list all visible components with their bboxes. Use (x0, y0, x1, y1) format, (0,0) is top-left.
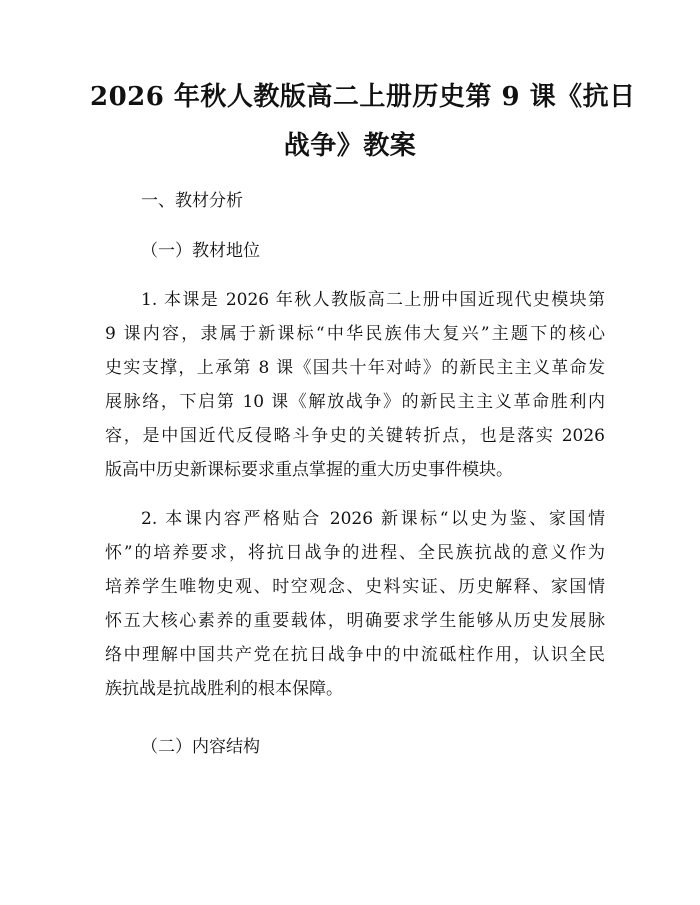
paragraph-2-line: 怀五大核心素养的重要载体，明确要求学生能够从历史发展脉 (105, 611, 605, 631)
paragraph-1 (105, 283, 605, 487)
paragraph-2-line: 怀”的培养要求，将抗日战争的进程、全民族抗战的意义作为 (105, 543, 605, 563)
paragraph-1-line: 容，是中国近代反侵略斗争史的关键转折点，也是落实 2026 (105, 426, 605, 446)
subsection-heading-textbook-status: （一）教材地位 (141, 241, 260, 261)
paragraph-2-line: 培养学生唯物史观、时空观念、史料实证、历史解释、家国情 (105, 577, 605, 597)
subsection-heading-content-structure: （二）内容结构 (141, 737, 260, 757)
document-title-line-1: 2026 年秋人教版高二上册历史第 9 课《抗日 (90, 82, 636, 112)
paragraph-2 (105, 502, 605, 706)
paragraph-1-line: 史实支撑，上承第 8 课《国共十年对峙》的新民主主义革命发 (105, 358, 605, 378)
paragraph-1-line: 1. 本课是 2026 年秋人教版高二上册中国近现代史模块第 (141, 290, 605, 310)
paragraph-2-line: 络中理解中国共产党在抗日战争中的中流砥柱作用，认识全民 (105, 645, 605, 665)
paragraph-1-line: 版高中历史新课标要求重点掌握的重大历史事件模块。 (105, 460, 513, 480)
document-title-line-2: 战争》教案 (283, 131, 417, 161)
paragraph-1-line: 展脉络，下启第 10 课《解放战争》的新民主主义革命胜利内 (105, 392, 605, 412)
paragraph-2-line: 族抗战是抗战胜利的根本保障。 (105, 679, 343, 699)
section-heading-textbook-analysis: 一、教材分析 (141, 191, 243, 211)
paragraph-1-line: 9 课内容，隶属于新课标“中华民族伟大复兴”主题下的核心 (105, 324, 605, 344)
paragraph-2-line: 2. 本课内容严格贴合 2026 新课标“以史为鉴、家国情 (141, 509, 605, 529)
